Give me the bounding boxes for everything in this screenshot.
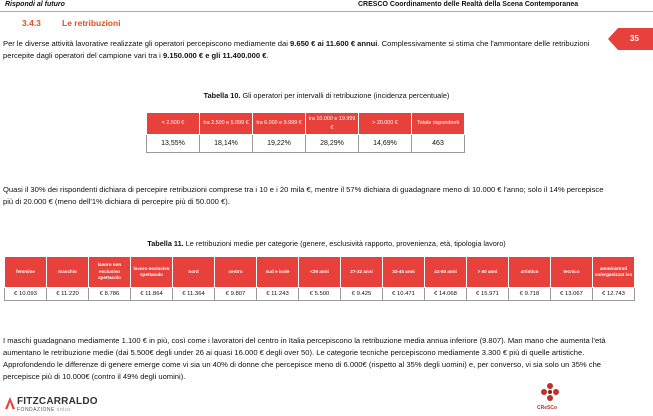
table10-value-cell: 463	[412, 135, 465, 153]
table11-value-cell: € 12.743	[593, 288, 635, 301]
table11-value-cell: € 9.807	[215, 288, 257, 301]
table11-value-cell: € 14.068	[425, 288, 467, 301]
table11-caption	[0, 239, 653, 248]
footer-brand: FITZCARRALDO	[17, 396, 98, 407]
table11-caption-text: Le retribuzioni medie per categorie (genere, esclusività rapporto, provenienza, età, tipologia lavoro)	[183, 239, 506, 248]
cresco-logo-icon	[539, 382, 561, 404]
header-left-text: Rispondi al futuro	[5, 1, 65, 8]
table11-value-cell: € 15.971	[467, 288, 509, 301]
footer-subtitle	[17, 407, 71, 413]
table11-value-cell: € 11.220	[47, 288, 89, 301]
table10-value-cell: 19,22%	[253, 135, 306, 153]
table10-value-cell: 13,55%	[147, 135, 200, 153]
table11-header-cell: <26 anni	[299, 257, 341, 288]
cresco-logo-text: CReSCo	[537, 405, 558, 411]
table11-value-cell: € 11.864	[131, 288, 173, 301]
table11-value-cell: € 9.425	[341, 288, 383, 301]
table10	[146, 112, 465, 153]
table11-value-cell: € 10.093	[5, 288, 47, 301]
table10-header-cell: tra 6.000 e 9.999 €	[253, 113, 306, 135]
header-right-text: CRESCO Coordinamento delle Realtà della Scena Contemporanea	[358, 1, 579, 8]
table10-caption-text: Gli operatori per intervalli di retribuzione (incidenza percentuale)	[240, 91, 450, 100]
table11-header-cell: lavoro esclusivo spettacolo	[131, 257, 173, 288]
page-header	[0, 0, 653, 11]
intro-text-1: Per le diverse attività lavorative realizzate gli operatori percepiscono mediamente dai	[3, 39, 291, 48]
table11-header-cell: 33-40 anni	[383, 257, 425, 288]
table11-value-cell: € 8.786	[89, 288, 131, 301]
table10-header-row	[147, 113, 465, 135]
fitzcarraldo-logo-icon	[4, 396, 16, 410]
table11-value-cell: € 9.718	[509, 288, 551, 301]
table10-header-cell: tra 10.000 e 19.999 €	[306, 113, 359, 135]
intro-paragraph	[3, 38, 615, 62]
table11-header-cell: lavoro non esclusivo spettacolo	[89, 257, 131, 288]
table10-value-cell: 14,69%	[359, 135, 412, 153]
page-number: 35	[630, 34, 639, 43]
table11-header-cell: 27-32 anni	[341, 257, 383, 288]
table11-value-cell: € 5.500	[299, 288, 341, 301]
intro-text-3: .	[266, 51, 269, 60]
table11-header-cell: centro	[215, 257, 257, 288]
table10-header-cell: < 2.500 €	[147, 113, 200, 135]
table11-header-cell: amministrati vo/organizzat ivo	[593, 257, 635, 288]
table10-header-cell: > 20.000 €	[359, 113, 412, 135]
table11-header-cell: femmine	[5, 257, 47, 288]
analysis-paragraph: I maschi guadagnano mediamente 1.100 € in più, così come i lavoratori del centro in Italia percepiscono la retribuzione media annua inferiore (9.807). Man mano che aumenta l'età aumentano le retribuzione medie (dai 5.500€ degli under 26 ai quasi 16.000 € degli over 50). Le categorie tecniche percepiscono mediamente 3.300 € più di quelle artistiche. Approfondendo le differenze di genere emerge come vi sia un 40% di donne che percepisce meno di 6.000€ (rispetto al 35% degli uomini) e, per converso, vi sia solo un 35% che percepisce più di 10.000€ (contro il 49% degli uomini).	[3, 336, 606, 381]
table11	[4, 256, 635, 301]
table10-caption-label: Tabella 10.	[203, 91, 241, 100]
table10-value-cell: 18,14%	[200, 135, 253, 153]
intro-bold-range: 9.650 € ai 11.600 € annui	[290, 39, 378, 48]
table11-value-cell: € 13.067	[551, 288, 593, 301]
table11-caption-label: Tabella 11.	[147, 239, 184, 248]
table11-header-cell: > 50 anni	[467, 257, 509, 288]
table11-value-cell: € 11.364	[173, 288, 215, 301]
table10-header-cell: Totale rispondenti	[412, 113, 465, 135]
table10-header-cell: tra 2.500 e 5.999 €	[200, 113, 253, 135]
table10-value-cell: 28,29%	[306, 135, 359, 153]
section-number: 3.4.3	[22, 18, 41, 28]
table11-value-cell: € 10.471	[383, 288, 425, 301]
footer-sub-main: FONDAZIONE	[17, 407, 55, 413]
table11-header-cell: sud e isole	[257, 257, 299, 288]
table11-header-cell: 41-50 anni	[425, 257, 467, 288]
table11-header-cell: maschio	[47, 257, 89, 288]
table11-header-cell: tecnico	[551, 257, 593, 288]
table11-header-cell: artistico	[509, 257, 551, 288]
table10-value-row	[147, 135, 465, 153]
table11-header-cell: nord	[173, 257, 215, 288]
table10-caption	[0, 91, 653, 100]
section-title: Le retribuzioni	[62, 18, 121, 28]
table11-header-row	[5, 257, 635, 288]
footer-sub-light: onlus	[56, 407, 72, 413]
distribution-paragraph: Quasi il 30% dei rispondenti dichiara di percepire retribuzioni comprese tra i 10 e i 20 mila €, mentre il 57% dichiara di guadagnare meno di 10.000 € l'anno; solo il 14% percepisce più di 20.000 € (meno dell'1% dichiara di percepire più di 50.000 €).	[3, 185, 604, 206]
table11-value-cell: € 11.243	[257, 288, 299, 301]
intro-bold-total: 9.150.000 € e gli 11.400.000 €	[162, 51, 267, 60]
intro-text-2: . Complessivamente si stima che l'ammontare delle retribuzioni percepite dagli operatori del campione vari tra i	[3, 39, 590, 60]
table11-value-row	[5, 288, 635, 301]
header-divider	[0, 11, 653, 12]
